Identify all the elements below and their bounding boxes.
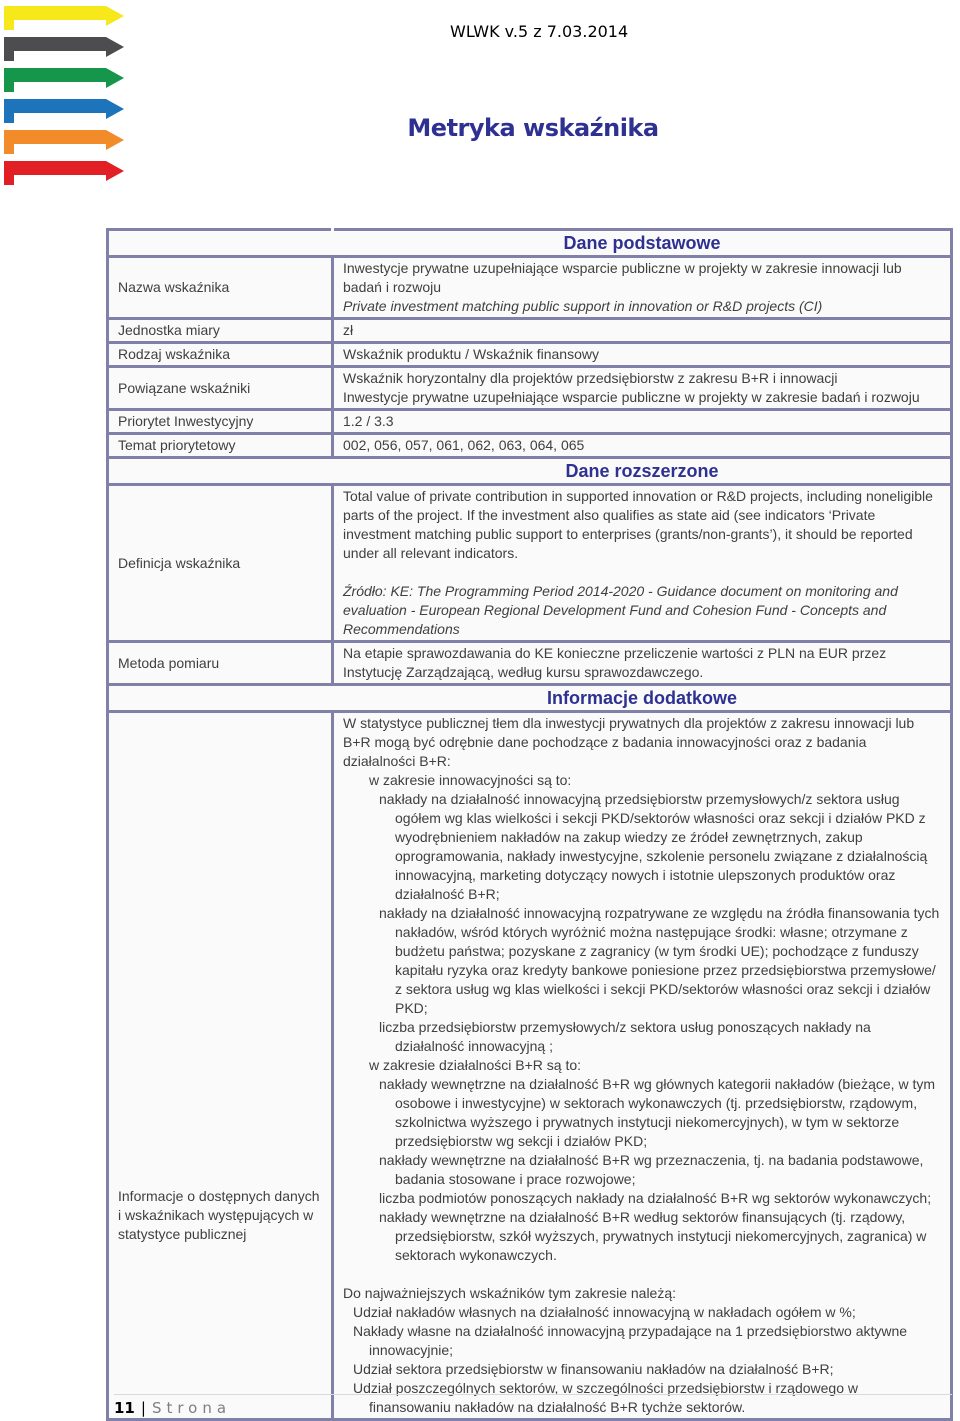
label-definition: Definicja wskaźnika <box>108 485 333 642</box>
metric-table <box>106 228 953 1421</box>
value-topic: 002, 056, 057, 061, 062, 063, 064, 065 <box>333 434 952 458</box>
stats-rd-item: nakłady wewnętrzne na działalność B+R wg głównych kategorii nakładów (bieżące, w tym osobowe i inwestycyjne) w sektorach wykonawczych (tj. przedsiębiorstw, rządowym, szkolnictwa wyższego i prywatnych instytucji niekomercyjnych), w tym w sektorze przedsiębiorstw wg sekcji i działów PKD; <box>379 1076 936 1149</box>
row-topic <box>108 434 952 458</box>
label-unit: Jednostka miary <box>108 319 333 343</box>
document-version: WLWK v.5 z 7.03.2014 <box>450 22 629 41</box>
stats-key-item: Udział poszczególnych sektorów, w szczególności przedsiębiorstw i rządowego w finansowaniu nakładów na działalność B+R tychże sektorów. <box>353 1380 859 1415</box>
row-method <box>108 642 952 685</box>
stats-rd-header: w zakresie działalności B+R są to: <box>369 1057 582 1073</box>
label-priority: Priorytet Inwestycyjny <box>108 410 333 434</box>
value-related-1: Wskaźnik horyzontalny dla projektów przedsiębiorstw z zakresu B+R i innowacji <box>343 370 838 386</box>
value-name-pl: Inwestycje prywatne uzupełniające wsparcie publiczne w projekty w zakresie innowacji lub badań i rozwoju <box>343 260 902 295</box>
label-type: Rodzaj wskaźnika <box>108 343 333 367</box>
row-related <box>108 367 952 410</box>
value-priority: 1.2 / 3.3 <box>333 410 952 434</box>
logo-arrow <box>4 161 124 185</box>
value-name-en: Private investment matching public support in innovation or R&D projects (CI) <box>343 298 823 314</box>
page-footer <box>114 1394 952 1417</box>
stats-key-item: Udział nakładów własnych na działalność innowacyjną w nakładach ogółem w %; <box>353 1304 856 1320</box>
stats-key-item: Nakłady własne na działalność innowacyjną przypadające na 1 przedsiębiorstwo aktywne innowacyjnie; <box>353 1323 908 1358</box>
row-unit <box>108 319 952 343</box>
row-type <box>108 343 952 367</box>
value-related-2: Inwestycje prywatne uzupełniające wsparcie publiczne w projekty w zakresie badań i rozwoju <box>343 389 920 405</box>
footer-page-word: Strona <box>151 1399 232 1417</box>
logo-arrows <box>0 0 130 195</box>
page-number: 11 <box>114 1399 135 1417</box>
stats-intro: W statystyce publicznej tłem dla inwestycji prywatnych dla projektów z zakresu innowacji lub B+R mogą być odrębnie dane pochodzące z badania innowacyjności oraz z badania działalności B+R: <box>343 715 915 769</box>
stats-rd-item: nakłady wewnętrzne na działalność B+R wg przeznaczenia, tj. na badania podstawowe, badania stosowane i prace rozwojowe; <box>379 1152 924 1187</box>
section-additional-title: Informacje dodatkowe <box>333 685 952 712</box>
method-text: Na etapie sprawozdawania do KE konieczne przeliczenie wartości z PLN na EUR przez Instytucję Zarządzającą, według kursu sprawozdawczego. <box>333 642 952 685</box>
value-type: Wskaźnik produktu / Wskaźnik finansowy <box>333 343 952 367</box>
section-basic-title: Dane podstawowe <box>333 230 952 257</box>
page-title: Metryka wskaźnika <box>407 114 659 142</box>
logo-arrow <box>4 68 124 92</box>
row-stats <box>108 712 952 1420</box>
stats-innov-item: nakłady na działalność innowacyjną rozpatrywane ze względu na źródła finansowania tych nakładów, wśród których wyróżnić można następujące środki: własne; otrzymane z budżetu państwa; pozyskane z zagranicy (w tym środki UE); pochodzące z funduszy kapitału ryzyka oraz kredyty bankowe poniesione przez przedsiębiorstwa przemysłowe/ z sektora usług wg klas wielkości i sekcji PKD/sektorów własności oraz sekcji i działów PKD; <box>379 905 940 1016</box>
logo-arrow <box>4 37 124 61</box>
label-method: Metoda pomiaru <box>108 642 333 685</box>
label-topic: Temat priorytetowy <box>108 434 333 458</box>
label-name: Nazwa wskaźnika <box>108 257 333 319</box>
stats-rd-item: nakłady wewnętrzne na działalność B+R według sektorów finansujących (tj. rządowy, przedsiębiorstw, szkół wyższych, prywatnych instytucji niekomercyjnych, zagranica) w sektorach wykonawczych. <box>379 1209 927 1263</box>
label-stats: Informacje o dostępnych danych i wskaźnikach występujących w statystyce publicznej <box>108 712 333 1420</box>
row-definition <box>108 485 952 642</box>
stats-innov-header: w zakresie innowacyjności są to: <box>369 772 572 788</box>
row-priority <box>108 410 952 434</box>
value-unit: zł <box>333 319 952 343</box>
stats-key-item: Udział sektora przedsiębiorstw w finansowaniu nakładów na działalność B+R; <box>353 1361 834 1377</box>
row-name <box>108 257 952 319</box>
stats-key-header: Do najważniejszych wskaźników tym zakresie należą: <box>343 1285 677 1301</box>
definition-source: Źródło: KE: The Programming Period 2014-2020 - Guidance document on monitoring and evaluation - European Regional Development Fund and Cohesion Fund - Concepts and Recommendations <box>343 583 898 637</box>
stats-rd-item: liczba podmiotów ponoszących nakłady na działalność B+R wg sektorów wykonawczych; <box>379 1190 932 1206</box>
stats-innov-item: nakłady na działalność innowacyjną przedsiębiorstw przemysłowych/z sektora usług ogółem wg klas wielkości i sekcji PKD/sektorów własności oraz sekcji i działów PKD z wyodrębnieniem nakładów na zakup wiedzy ze źródeł zewnętrznych, zakup oprogramowania, nakłady inwestycyjne, szkolenie personelu związane z działalnością innowacyjną, marketing dotyczący nowych i istotnie ulepszonych produktów oraz działalność B+R; <box>379 791 928 902</box>
definition-text: Total value of private contribution in supported innovation or R&D projects, including noneligible parts of the project. If the investment also qualifies as state aid (see indicators ‘Private investment matching public support to enterprises (grants/non-grants’), it should be reported under all relevant indicators. <box>343 488 933 561</box>
logo-arrow <box>4 6 124 30</box>
footer-separator: | <box>140 1399 146 1417</box>
label-related: Powiązane wskaźniki <box>108 367 333 410</box>
stats-innov-item: liczba przedsiębiorstw przemysłowych/z sektora usług ponoszących nakłady na działalność innowacyjną ; <box>379 1019 871 1054</box>
section-extended-title: Dane rozszerzone <box>333 458 952 485</box>
